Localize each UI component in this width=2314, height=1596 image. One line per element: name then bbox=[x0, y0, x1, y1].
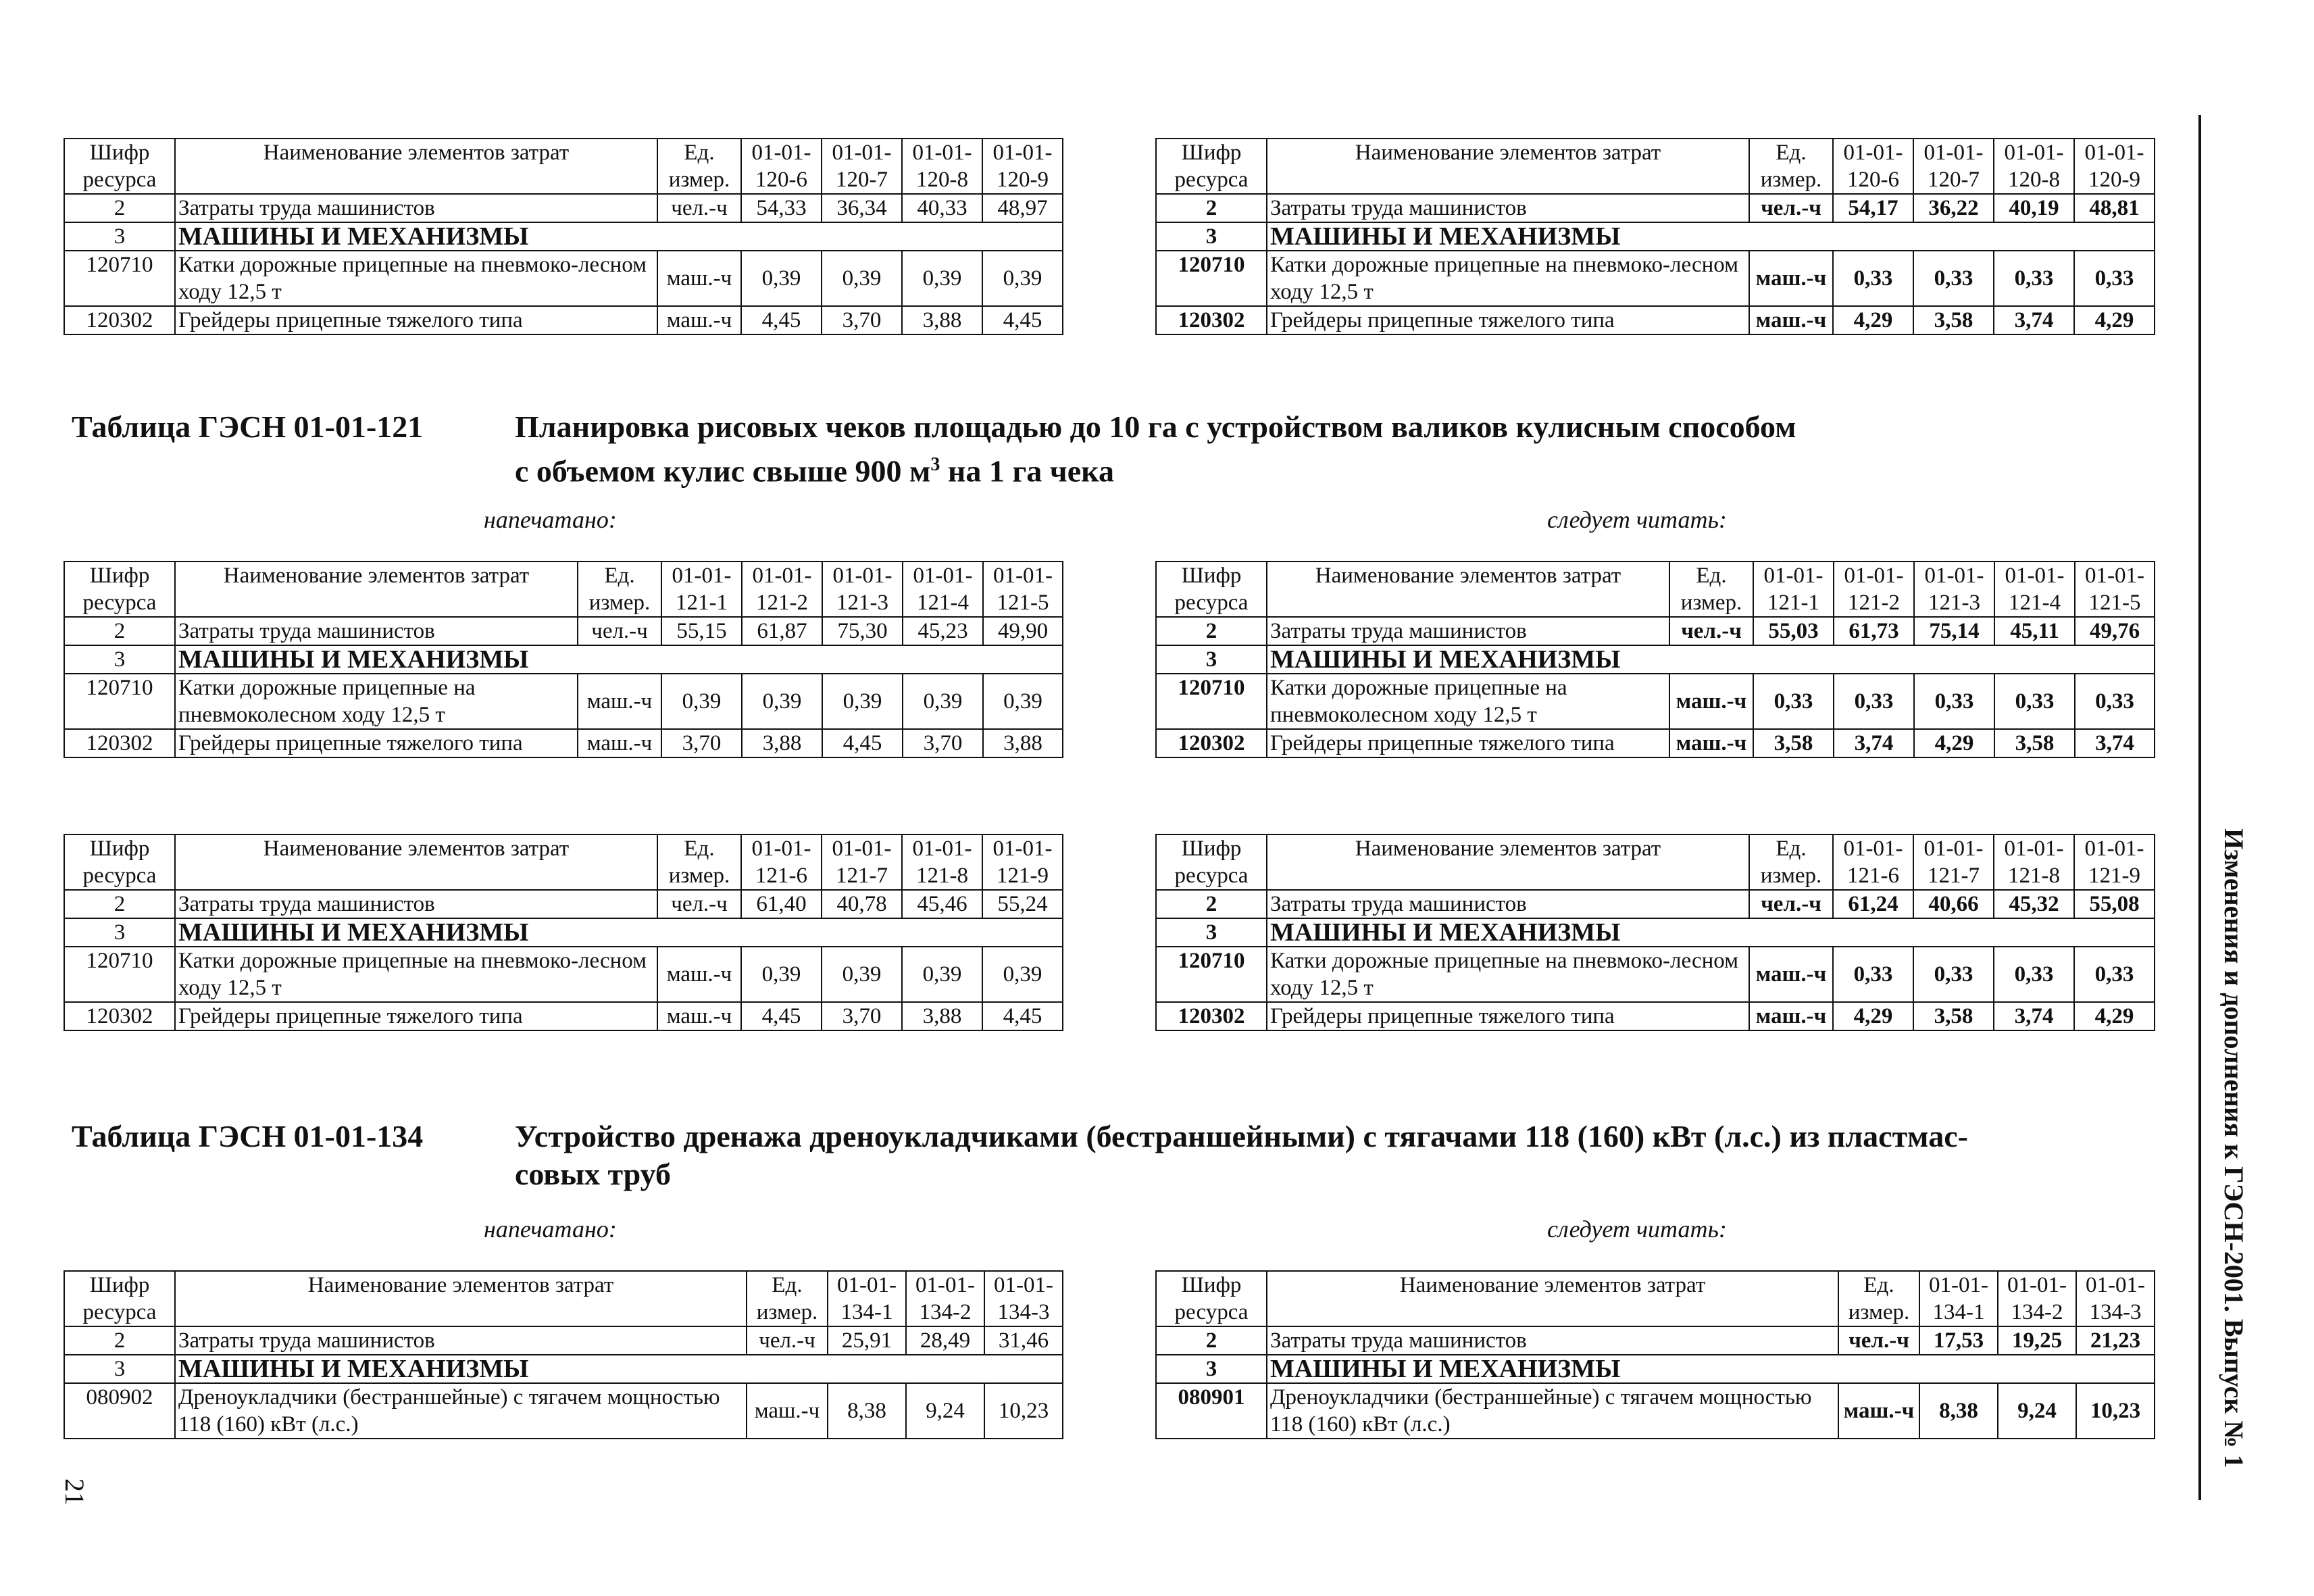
header-column-code: 01-01-120-9 bbox=[2074, 139, 2155, 194]
header-code: Шифр ресурса bbox=[64, 562, 175, 617]
value-cell: 3,70 bbox=[903, 729, 983, 757]
header-name: Наименование элементов затрат bbox=[1267, 562, 1669, 617]
section-caption: МАШИНЫ И МЕХАНИЗМЫ bbox=[1267, 918, 2155, 947]
value-cell: 3,70 bbox=[822, 306, 902, 334]
value-cell: 8,38 bbox=[828, 1383, 906, 1439]
value-cell: 61,24 bbox=[1833, 890, 1913, 918]
cost-element-name: Затраты труда машинистов bbox=[175, 890, 657, 918]
section-caption: МАШИНЫ И МЕХАНИЗМЫ bbox=[1267, 645, 2155, 674]
value-cell: 4,29 bbox=[2074, 1002, 2155, 1030]
cost-element-name: Грейдеры прицепные тяжелого типа bbox=[1267, 1002, 1749, 1030]
table-row bbox=[1156, 674, 2155, 729]
value-cell: 0,39 bbox=[902, 947, 982, 1002]
header-column-code: 01-01-120-8 bbox=[902, 139, 982, 194]
header-column-code: 01-01-121-1 bbox=[661, 562, 742, 617]
value-cell: 3,88 bbox=[902, 306, 982, 334]
header-column-code: 01-01-120-6 bbox=[741, 139, 822, 194]
unit: чел.-ч bbox=[1669, 617, 1753, 645]
header-column-code: 01-01-120-9 bbox=[982, 139, 1063, 194]
header-column-code: 01-01-121-5 bbox=[2075, 562, 2155, 617]
header-code: Шифр ресурса bbox=[1156, 139, 1267, 194]
header-name: Наименование элементов затрат bbox=[175, 139, 657, 194]
resource-code: 2 bbox=[64, 1326, 175, 1355]
value-cell: 9,24 bbox=[1998, 1383, 2076, 1439]
table-row bbox=[64, 645, 1063, 674]
value-cell: 0,39 bbox=[741, 251, 822, 306]
resource-code: 080902 bbox=[64, 1383, 175, 1439]
unit: маш.-ч bbox=[1669, 729, 1753, 757]
header-name: Наименование элементов затрат bbox=[175, 1271, 747, 1326]
value-cell: 40,19 bbox=[1994, 194, 2074, 222]
table-header-row bbox=[1156, 562, 2155, 617]
value-cell: 40,78 bbox=[822, 890, 902, 918]
value-cell: 61,40 bbox=[741, 890, 822, 918]
section-caption: МАШИНЫ И МЕХАНИЗМЫ bbox=[1267, 1355, 2155, 1383]
value-cell: 61,87 bbox=[742, 617, 822, 645]
value-cell: 3,58 bbox=[1753, 729, 1834, 757]
unit: чел.-ч bbox=[1838, 1326, 1919, 1355]
unit: чел.-ч bbox=[1749, 890, 1833, 918]
table-row bbox=[64, 1002, 1063, 1030]
header-name: Наименование элементов затрат bbox=[1267, 139, 1749, 194]
header-column-code: 01-01-134-2 bbox=[1998, 1271, 2076, 1326]
header-column-code: 01-01-121-3 bbox=[822, 562, 903, 617]
resource-code: 3 bbox=[64, 645, 175, 674]
table-134-correct bbox=[1155, 1270, 2155, 1439]
value-cell: 3,74 bbox=[2075, 729, 2155, 757]
cost-element-name: Затраты труда машинистов bbox=[1267, 194, 1749, 222]
resource-code: 2 bbox=[64, 617, 175, 645]
value-cell: 0,39 bbox=[983, 674, 1063, 729]
value-cell: 0,39 bbox=[661, 674, 742, 729]
cost-element-name: Грейдеры прицепные тяжелого типа bbox=[175, 729, 578, 757]
value-cell: 61,73 bbox=[1834, 617, 1914, 645]
cost-element-name: Дреноукладчики (бестраншейные) с тягачем мощностью 118 (160) кВт (л.с.) bbox=[175, 1383, 747, 1439]
resource-code: 2 bbox=[1156, 890, 1267, 918]
table-134-title-line2: совых труб bbox=[515, 1157, 672, 1191]
resource-code: 2 bbox=[1156, 617, 1267, 645]
value-cell: 4,29 bbox=[1833, 306, 1913, 334]
resource-code: 120302 bbox=[1156, 306, 1267, 334]
value-cell: 0,33 bbox=[1753, 674, 1834, 729]
header-unit: Ед. измер. bbox=[1749, 139, 1833, 194]
resource-code: 080901 bbox=[1156, 1383, 1267, 1439]
resource-code: 120710 bbox=[64, 947, 175, 1002]
resource-code: 120302 bbox=[1156, 729, 1267, 757]
value-cell: 55,03 bbox=[1753, 617, 1834, 645]
table-row bbox=[64, 222, 1063, 251]
section-caption: МАШИНЫ И МЕХАНИЗМЫ bbox=[175, 918, 1063, 947]
table-row bbox=[1156, 251, 2155, 306]
header-column-code: 01-01-121-9 bbox=[2074, 834, 2155, 890]
header-unit: Ед. измер. bbox=[1749, 834, 1833, 890]
value-cell: 55,08 bbox=[2074, 890, 2155, 918]
value-cell: 45,32 bbox=[1994, 890, 2074, 918]
unit: чел.-ч bbox=[747, 1326, 828, 1355]
value-cell: 3,88 bbox=[983, 729, 1063, 757]
unit: маш.-ч bbox=[657, 947, 741, 1002]
value-cell: 0,33 bbox=[1913, 251, 1994, 306]
value-cell: 55,15 bbox=[661, 617, 742, 645]
header-column-code: 01-01-134-1 bbox=[1919, 1271, 1998, 1326]
header-column-code: 01-01-121-6 bbox=[741, 834, 822, 890]
value-cell: 36,22 bbox=[1913, 194, 1994, 222]
value-cell: 0,39 bbox=[742, 674, 822, 729]
value-cell: 36,34 bbox=[822, 194, 902, 222]
table-header-row bbox=[64, 139, 1063, 194]
table-row bbox=[1156, 918, 2155, 947]
header-column-code: 01-01-121-6 bbox=[1833, 834, 1913, 890]
value-cell: 3,58 bbox=[1913, 1002, 1994, 1030]
table-121-title-line1: Планировка рисовых чеков площадью до 10 га с устройством валиков кулисным способом bbox=[515, 409, 1796, 444]
resource-code: 2 bbox=[1156, 1326, 1267, 1355]
cost-element-name: Грейдеры прицепные тяжелого типа bbox=[1267, 306, 1749, 334]
header-column-code: 01-01-121-7 bbox=[1913, 834, 1994, 890]
header-column-code: 01-01-121-2 bbox=[1834, 562, 1914, 617]
table-row bbox=[1156, 617, 2155, 645]
resource-code: 3 bbox=[1156, 645, 1267, 674]
header-code: Шифр ресурса bbox=[64, 1271, 175, 1326]
value-cell: 45,23 bbox=[903, 617, 983, 645]
value-cell: 21,23 bbox=[2076, 1326, 2155, 1355]
table-row bbox=[64, 251, 1063, 306]
header-column-code: 01-01-121-5 bbox=[983, 562, 1063, 617]
value-cell: 0,33 bbox=[1994, 251, 2074, 306]
printed-label: напечатано: bbox=[484, 1216, 617, 1243]
table-row bbox=[1156, 1326, 2155, 1355]
header-unit: Ед. измер. bbox=[657, 139, 741, 194]
value-cell: 48,97 bbox=[982, 194, 1063, 222]
resource-code: 120302 bbox=[64, 729, 175, 757]
value-cell: 45,11 bbox=[1994, 617, 2075, 645]
resource-code: 3 bbox=[1156, 918, 1267, 947]
unit: маш.-ч bbox=[1749, 251, 1833, 306]
table-row bbox=[1156, 729, 2155, 757]
value-cell: 0,33 bbox=[2074, 251, 2155, 306]
cost-element-name: Грейдеры прицепные тяжелого типа bbox=[1267, 729, 1669, 757]
unit: маш.-ч bbox=[1749, 306, 1833, 334]
should-read-label: следует читать: bbox=[1547, 1216, 1727, 1243]
resource-code: 120302 bbox=[1156, 1002, 1267, 1030]
table-120-printed bbox=[64, 138, 1063, 335]
table-121-title bbox=[515, 408, 2150, 490]
cost-element-name: Затраты труда машинистов bbox=[1267, 1326, 1838, 1355]
value-cell: 0,33 bbox=[1913, 947, 1994, 1002]
table-row bbox=[1156, 890, 2155, 918]
should-read-label: следует читать: bbox=[1547, 506, 1727, 533]
header-column-code: 01-01-134-3 bbox=[2076, 1271, 2155, 1326]
value-cell: 3,74 bbox=[1834, 729, 1914, 757]
value-cell: 4,29 bbox=[1833, 1002, 1913, 1030]
value-cell: 40,33 bbox=[902, 194, 982, 222]
unit: чел.-ч bbox=[578, 617, 661, 645]
value-cell: 4,29 bbox=[1914, 729, 1994, 757]
table-121-correct-b bbox=[1155, 834, 2155, 1031]
value-cell: 0,33 bbox=[1834, 674, 1914, 729]
table-row bbox=[1156, 645, 2155, 674]
table-121-correct-a bbox=[1155, 561, 2155, 758]
value-cell: 9,24 bbox=[906, 1383, 984, 1439]
value-cell: 0,39 bbox=[822, 947, 902, 1002]
value-cell: 49,90 bbox=[983, 617, 1063, 645]
cost-element-name: Катки дорожные прицепные на пневмоколесном ходу 12,5 т bbox=[1267, 674, 1669, 729]
header-code: Шифр ресурса bbox=[1156, 562, 1267, 617]
header-unit: Ед. измер. bbox=[1838, 1271, 1919, 1326]
unit: маш.-ч bbox=[747, 1383, 828, 1439]
table-row bbox=[1156, 222, 2155, 251]
resource-code: 3 bbox=[1156, 1355, 1267, 1383]
value-cell: 0,39 bbox=[822, 674, 903, 729]
unit: маш.-ч bbox=[1838, 1383, 1919, 1439]
value-cell: 54,17 bbox=[1833, 194, 1913, 222]
unit: маш.-ч bbox=[578, 674, 661, 729]
cost-element-name: Катки дорожные прицепные на пневмоко-лесном ходу 12,5 т bbox=[175, 947, 657, 1002]
cost-element-name: Катки дорожные прицепные на пневмоко-лесном ходу 12,5 т bbox=[1267, 251, 1749, 306]
value-cell: 4,45 bbox=[982, 306, 1063, 334]
value-cell: 4,45 bbox=[741, 306, 822, 334]
header-code: Шифр ресурса bbox=[1156, 834, 1267, 890]
resource-code: 3 bbox=[64, 1355, 175, 1383]
value-cell: 0,33 bbox=[1833, 947, 1913, 1002]
table-header-row bbox=[1156, 834, 2155, 890]
value-cell: 10,23 bbox=[984, 1383, 1063, 1439]
table-header-row bbox=[1156, 1271, 2155, 1326]
header-column-code: 01-01-134-3 bbox=[984, 1271, 1063, 1326]
value-cell: 0,33 bbox=[2074, 947, 2155, 1002]
resource-code: 120710 bbox=[64, 674, 175, 729]
value-cell: 3,74 bbox=[1994, 1002, 2074, 1030]
resource-code: 120710 bbox=[1156, 251, 1267, 306]
value-cell: 3,88 bbox=[742, 729, 822, 757]
table-row bbox=[64, 674, 1063, 729]
value-cell: 55,24 bbox=[982, 890, 1063, 918]
table-row bbox=[64, 306, 1063, 334]
header-unit: Ед. измер. bbox=[578, 562, 661, 617]
value-cell: 0,39 bbox=[902, 251, 982, 306]
unit: маш.-ч bbox=[657, 306, 741, 334]
table-header-row bbox=[64, 1271, 1063, 1326]
value-cell: 3,88 bbox=[902, 1002, 982, 1030]
section-caption: МАШИНЫ И МЕХАНИЗМЫ bbox=[175, 1355, 1063, 1383]
table-row bbox=[64, 918, 1063, 947]
unit: маш.-ч bbox=[657, 1002, 741, 1030]
header-code: Шифр ресурса bbox=[1156, 1271, 1267, 1326]
resource-code: 3 bbox=[1156, 222, 1267, 251]
value-cell: 75,30 bbox=[822, 617, 903, 645]
unit: чел.-ч bbox=[657, 890, 741, 918]
header-code: Шифр ресурса bbox=[64, 139, 175, 194]
table-134-label: Таблица ГЭСН 01-01-134 bbox=[72, 1119, 424, 1153]
value-cell: 0,33 bbox=[1833, 251, 1913, 306]
resource-code: 2 bbox=[64, 194, 175, 222]
unit: маш.-ч bbox=[1669, 674, 1753, 729]
unit: чел.-ч bbox=[1749, 194, 1833, 222]
header-column-code: 01-01-134-1 bbox=[828, 1271, 906, 1326]
value-cell: 75,14 bbox=[1914, 617, 1994, 645]
table-row bbox=[64, 1383, 1063, 1439]
header-name: Наименование элементов затрат bbox=[175, 562, 578, 617]
resource-code: 3 bbox=[64, 918, 175, 947]
header-code: Шифр ресурса bbox=[64, 834, 175, 890]
unit: маш.-ч bbox=[578, 729, 661, 757]
value-cell: 45,46 bbox=[902, 890, 982, 918]
cost-element-name: Затраты труда машинистов bbox=[175, 1326, 747, 1355]
header-name: Наименование элементов затрат bbox=[1267, 1271, 1838, 1326]
table-row bbox=[1156, 1383, 2155, 1439]
header-name: Наименование элементов затрат bbox=[175, 834, 657, 890]
header-column-code: 01-01-121-8 bbox=[902, 834, 982, 890]
resource-code: 2 bbox=[1156, 194, 1267, 222]
side-title: Изменения и дополнения к ГЭСН-2001. Выпуск № 1 bbox=[2219, 828, 2249, 1468]
table-121-title-line2: с объемом кулис свыше 900 $м^3$ на 1 га чека bbox=[515, 453, 1114, 489]
value-cell: 4,45 bbox=[822, 729, 903, 757]
value-cell: 0,33 bbox=[2075, 674, 2155, 729]
cost-element-name: Затраты труда машинистов bbox=[1267, 890, 1749, 918]
resource-code: 120710 bbox=[1156, 947, 1267, 1002]
header-column-code: 01-01-121-7 bbox=[822, 834, 902, 890]
value-cell: 19,25 bbox=[1998, 1326, 2076, 1355]
cost-element-name: Катки дорожные прицепные на пневмоко-лесном ходу 12,5 т bbox=[1267, 947, 1749, 1002]
header-column-code: 01-01-121-2 bbox=[742, 562, 822, 617]
table-134-title bbox=[515, 1118, 2163, 1193]
value-cell: 0,39 bbox=[903, 674, 983, 729]
unit: чел.-ч bbox=[657, 194, 741, 222]
value-cell: 3,58 bbox=[1994, 729, 2075, 757]
header-column-code: 01-01-134-2 bbox=[906, 1271, 984, 1326]
value-cell: 3,74 bbox=[1994, 306, 2074, 334]
value-cell: 48,81 bbox=[2074, 194, 2155, 222]
value-cell: 0,33 bbox=[1914, 674, 1994, 729]
table-row bbox=[1156, 194, 2155, 222]
resource-code: 120710 bbox=[64, 251, 175, 306]
section-caption: МАШИНЫ И МЕХАНИЗМЫ bbox=[175, 645, 1063, 674]
header-column-code: 01-01-121-4 bbox=[903, 562, 983, 617]
resource-code: 120710 bbox=[1156, 674, 1267, 729]
table-row bbox=[64, 729, 1063, 757]
cost-element-name: Затраты труда машинистов bbox=[1267, 617, 1669, 645]
table-header-row bbox=[64, 562, 1063, 617]
cost-element-name: Грейдеры прицепные тяжелого типа bbox=[175, 306, 657, 334]
table-row bbox=[1156, 306, 2155, 334]
value-cell: 25,91 bbox=[828, 1326, 906, 1355]
table-row bbox=[64, 890, 1063, 918]
header-column-code: 01-01-120-6 bbox=[1833, 139, 1913, 194]
header-column-code: 01-01-121-1 bbox=[1753, 562, 1834, 617]
cost-element-name: Затраты труда машинистов bbox=[175, 617, 578, 645]
table-121-printed-a bbox=[64, 561, 1063, 758]
header-unit: Ед. измер. bbox=[657, 834, 741, 890]
resource-code: 2 bbox=[64, 890, 175, 918]
value-cell: 40,66 bbox=[1913, 890, 1994, 918]
value-cell: 0,39 bbox=[982, 947, 1063, 1002]
table-row bbox=[64, 1355, 1063, 1383]
table-134-printed bbox=[64, 1270, 1063, 1439]
value-cell: 17,53 bbox=[1919, 1326, 1998, 1355]
value-cell: 54,33 bbox=[741, 194, 822, 222]
section-caption: МАШИНЫ И МЕХАНИЗМЫ bbox=[1267, 222, 2155, 251]
cost-element-name: Катки дорожные прицепные на пневмоколесном ходу 12,5 т bbox=[175, 674, 578, 729]
header-column-code: 01-01-121-3 bbox=[1914, 562, 1994, 617]
value-cell: 49,76 bbox=[2075, 617, 2155, 645]
value-cell: 3,70 bbox=[661, 729, 742, 757]
table-121-printed-b bbox=[64, 834, 1063, 1031]
value-cell: 4,45 bbox=[982, 1002, 1063, 1030]
table-row bbox=[1156, 1355, 2155, 1383]
header-column-code: 01-01-121-9 bbox=[982, 834, 1063, 890]
value-cell: 10,23 bbox=[2076, 1383, 2155, 1439]
resource-code: 120302 bbox=[64, 1002, 175, 1030]
value-cell: 28,49 bbox=[906, 1326, 984, 1355]
value-cell: 3,70 bbox=[822, 1002, 902, 1030]
header-column-code: 01-01-121-8 bbox=[1994, 834, 2074, 890]
value-cell: 0,33 bbox=[1994, 947, 2074, 1002]
value-cell: 8,38 bbox=[1919, 1383, 1998, 1439]
cost-element-name: Затраты труда машинистов bbox=[175, 194, 657, 222]
printed-label: напечатано: bbox=[484, 506, 617, 533]
section-caption: МАШИНЫ И МЕХАНИЗМЫ bbox=[175, 222, 1063, 251]
cost-element-name: Катки дорожные прицепные на пневмоко-лесном ходу 12,5 т bbox=[175, 251, 657, 306]
table-row bbox=[1156, 947, 2155, 1002]
header-column-code: 01-01-120-8 bbox=[1994, 139, 2074, 194]
header-column-code: 01-01-120-7 bbox=[822, 139, 902, 194]
cost-element-name: Грейдеры прицепные тяжелого типа bbox=[175, 1002, 657, 1030]
table-row bbox=[64, 1326, 1063, 1355]
table-header-row bbox=[1156, 139, 2155, 194]
unit: маш.-ч bbox=[657, 251, 741, 306]
table-121-label: Таблица ГЭСН 01-01-121 bbox=[72, 409, 424, 444]
value-cell: 0,33 bbox=[1994, 674, 2075, 729]
header-unit: Ед. измер. bbox=[747, 1271, 828, 1326]
table-row bbox=[64, 194, 1063, 222]
table-120-correct bbox=[1155, 138, 2155, 335]
value-cell: 4,45 bbox=[741, 1002, 822, 1030]
cost-element-name: Дреноукладчики (бестраншейные) с тягачем мощностью 118 (160) кВт (л.с.) bbox=[1267, 1383, 1838, 1439]
resource-code: 120302 bbox=[64, 306, 175, 334]
value-cell: 0,39 bbox=[982, 251, 1063, 306]
value-cell: 0,39 bbox=[741, 947, 822, 1002]
table-header-row bbox=[64, 834, 1063, 890]
value-cell: 3,58 bbox=[1913, 306, 1994, 334]
resource-code: 3 bbox=[64, 222, 175, 251]
header-column-code: 01-01-121-4 bbox=[1994, 562, 2075, 617]
table-row bbox=[64, 617, 1063, 645]
value-cell: 4,29 bbox=[2074, 306, 2155, 334]
page-number: 21 bbox=[59, 1478, 90, 1505]
value-cell: 31,46 bbox=[984, 1326, 1063, 1355]
header-column-code: 01-01-120-7 bbox=[1913, 139, 1994, 194]
header-name: Наименование элементов затрат bbox=[1267, 834, 1749, 890]
header-unit: Ед. измер. bbox=[1669, 562, 1753, 617]
value-cell: 0,39 bbox=[822, 251, 902, 306]
unit: маш.-ч bbox=[1749, 1002, 1833, 1030]
unit: маш.-ч bbox=[1749, 947, 1833, 1002]
side-rule bbox=[2198, 115, 2201, 1500]
table-row bbox=[1156, 1002, 2155, 1030]
table-134-title-line1: Устройство дренажа дреноукладчиками (бестраншейными) с тягачами 118 (160) кВт (л.с.) из пластмас- bbox=[515, 1119, 1968, 1153]
table-row bbox=[64, 947, 1063, 1002]
